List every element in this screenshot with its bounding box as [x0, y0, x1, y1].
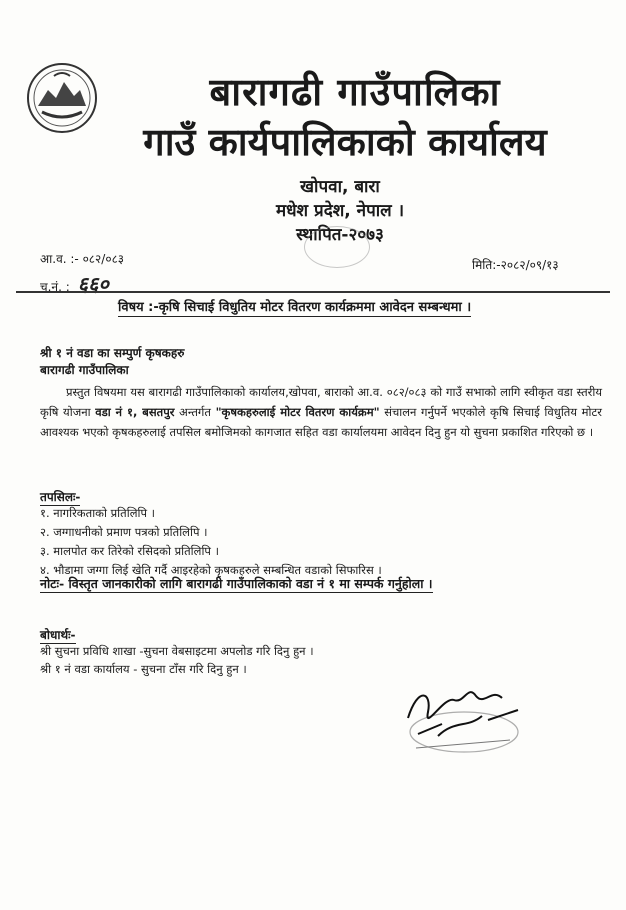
body-program: "कृषकहरुलाई मोटर वितरण कार्यक्रम" — [215, 405, 380, 419]
letter-body — [40, 382, 602, 442]
list-item: श्री १ नं वडा कार्यालय - सुचना टाँस गरि दिनु हुन । — [40, 662, 247, 676]
body-ward: वडा नं १, बसतपुर — [95, 405, 175, 419]
list-item: १. नागरिकताको प्रतिलिपि । — [40, 506, 156, 520]
list-item: ४. भौडामा जग्गा लिई खेति गर्दै आइरहेको कृषकहरुले सम्बन्धित वडाको सिफारिस । — [40, 563, 382, 577]
letter-subject: विषय :-कृषि सिचाई विधुतिय मोटर वितरण कार्यक्रममा आवेदन सम्बन्धमा । — [118, 297, 471, 317]
office-name: गाउँ कार्यपालिकाको कार्यालय — [143, 120, 547, 164]
established-year: स्थापित-२०७३ — [296, 225, 384, 245]
list-item: २. जग्गाधनीको प्रमाण पत्रको प्रतिलिपि । — [40, 525, 208, 539]
header-divider — [16, 291, 610, 293]
details-list — [40, 504, 382, 580]
address-line-2: मधेश प्रदेश, नेपाल । — [275, 201, 405, 221]
signature-icon — [398, 676, 538, 760]
letter-date: मिति:-२०८२/०९/१३ — [472, 258, 559, 272]
cc-heading: बोधार्थः- — [40, 628, 76, 642]
body-part-3: संचालन गर्नुपर्ने भएकोले कृषि सिचाई विधुतिय मोटर आवश्यक भएको कृषकहरुलाई तपसिल बमोजिमको कागजात सहित वडा कार्यालयमा आवेदन दिनु हुन यो सुचना प्रकाशित गरिएको छ । — [40, 405, 602, 439]
list-item: श्री सुचना प्रविधि शाखा -सुचना वेबसाइटमा अपलोड गरि दिनु हुन । — [40, 644, 314, 658]
organization-name: बारागढी गाउँपालिका — [209, 70, 501, 114]
body-part-1: प्रस्तुत विषयमा यस बारागढी गाउँपालिकाको कार्यालय,खोपवा, बाराको आ.व. ०८२/०८३ को गाउँ सभाको लागि स्वीकृत वडा स्तरीय कृषि योजना — [40, 385, 602, 419]
body-part-2: अन्तर्गत — [174, 405, 216, 419]
recipient-line-1: श्री १ नं वडा का सम्पुर्ण कृषकहरु — [40, 346, 185, 360]
address-line-1: खोपवा, बारा — [300, 177, 380, 197]
letter-number-value: ६६० — [77, 272, 109, 296]
letter-number-label: च.नं. : — [40, 280, 70, 294]
fiscal-year: आ.व. :- ०८२/०८३ — [40, 252, 125, 266]
details-heading: तपसिलः- — [40, 490, 81, 504]
recipient-line-2: बारागढी गाउँपालिका — [40, 363, 129, 377]
cc-list — [40, 642, 314, 678]
office-stamp — [304, 226, 370, 268]
note: नोटः- विस्तृत जानकारीको लागि बारागढी गाउँपालिकाको वडा नं १ मा सम्पर्क गर्नुहोला । — [40, 576, 433, 591]
list-item: ३. मालपोत कर तिरेको रसिदको प्रतिलिपि । — [40, 544, 219, 558]
nepal-emblem-icon — [24, 60, 100, 136]
